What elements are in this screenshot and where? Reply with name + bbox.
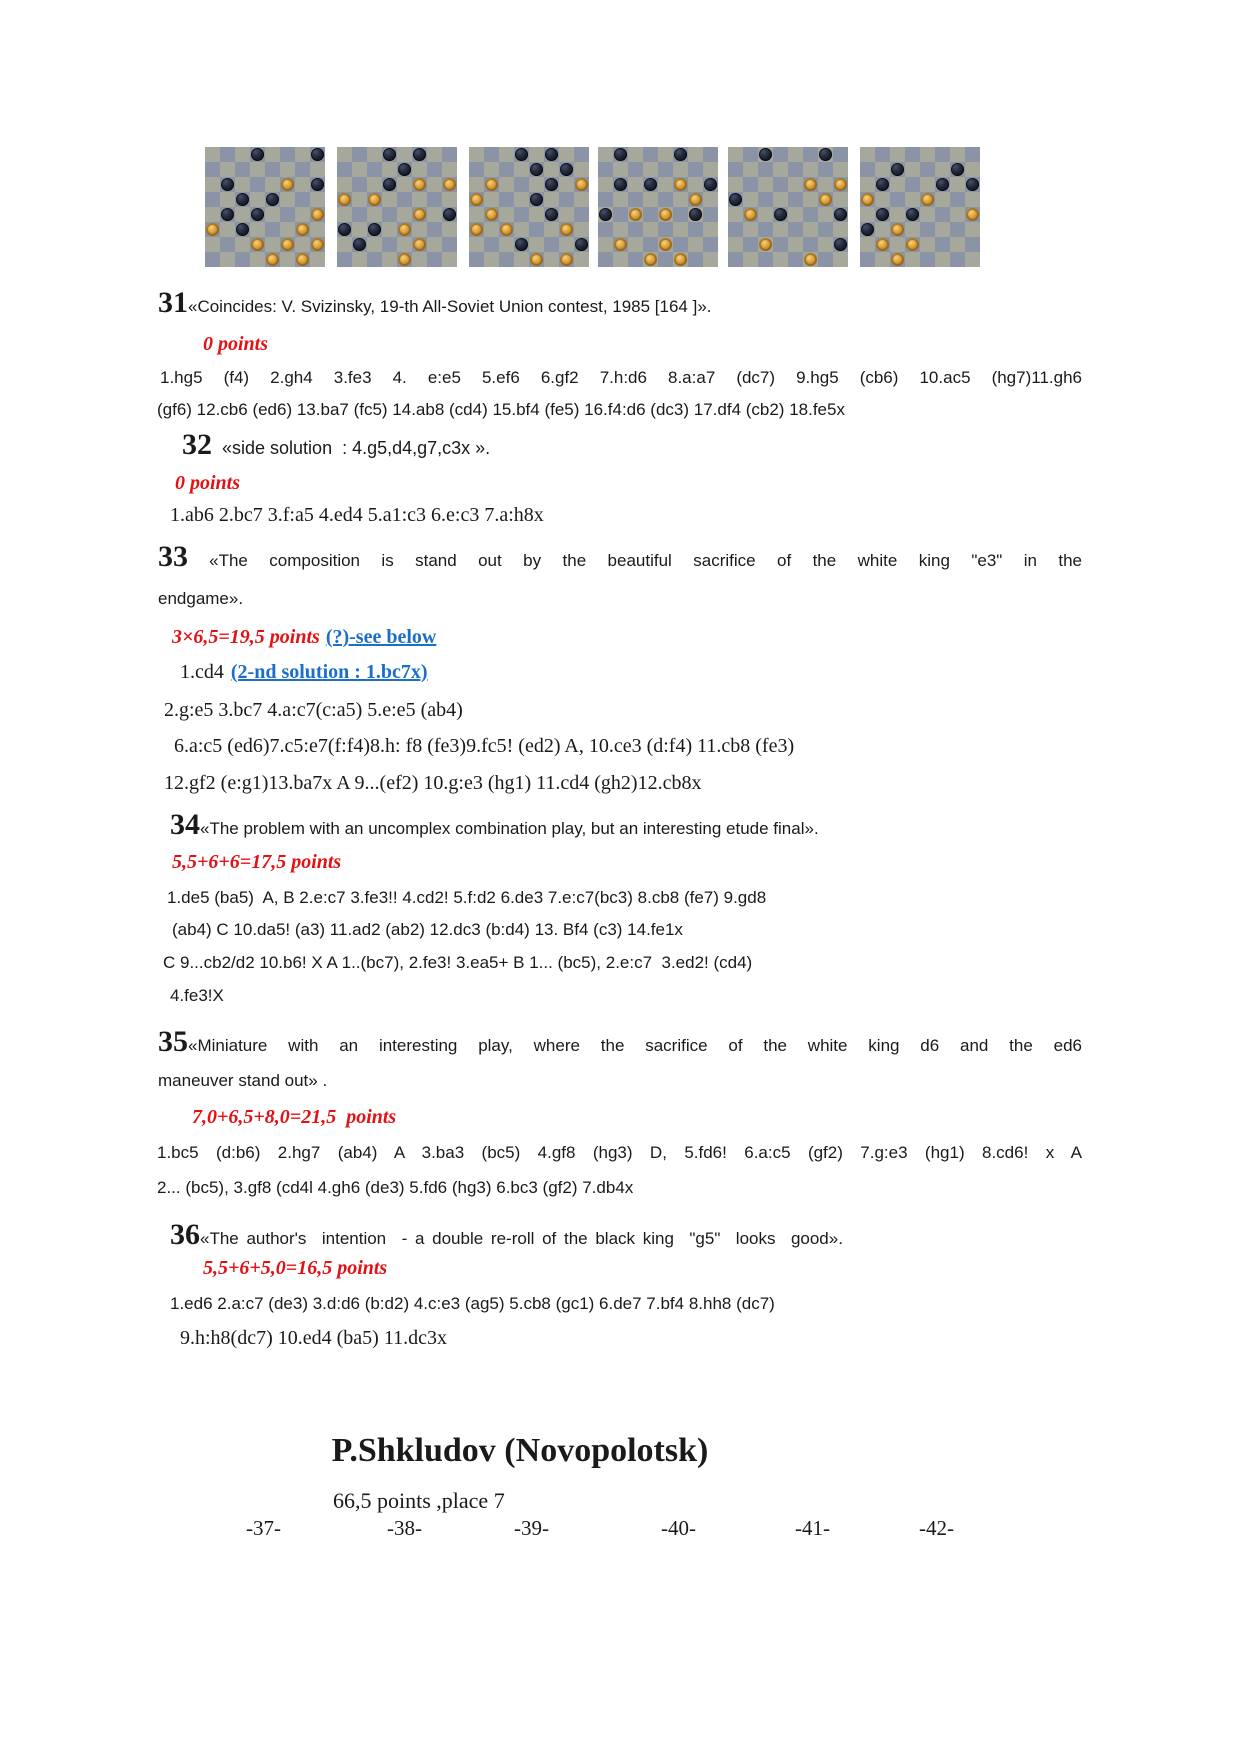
checker-piece-black [575, 238, 588, 251]
checker-piece-gold [861, 193, 874, 206]
checker-piece-gold [398, 253, 411, 266]
diagram-number: -38- [387, 1516, 422, 1540]
checkers-board-36 [860, 147, 980, 267]
checker-piece-gold [891, 253, 904, 266]
checker-piece-black [545, 148, 558, 161]
checker-piece-black [891, 163, 904, 176]
section-number: 34 [170, 808, 200, 841]
checker-piece-gold [819, 193, 832, 206]
checker-piece-gold [413, 238, 426, 251]
checker-piece-gold [413, 208, 426, 221]
checker-piece-black [774, 208, 787, 221]
checkers-board-33 [469, 147, 589, 267]
section-comment: «Coincides: V. Svizinsky, 19-th All-Soviet Union contest, 1985 [164 ]». [188, 297, 712, 316]
checker-piece-gold [804, 253, 817, 266]
moves-line: 9.h:h8(dc7) 10.ed4 (ba5) 11.dc3x [180, 1327, 447, 1349]
moves-line: 1.ed6 2.a:c7 (de3) 3.d:d6 (b:d2) 4.c:e3 (ag5) 5.cb8 (gc1) 6.de7 7.bf4 8.hh8 (dc7) [170, 1294, 775, 1313]
move-text: 1.cd4 [180, 661, 224, 683]
section-number: 36 [170, 1218, 200, 1251]
section-32-points: 0 points [175, 472, 241, 494]
section-35-heading [158, 1023, 1082, 1061]
checker-piece-gold [251, 238, 264, 251]
section-33-heading [158, 538, 1082, 576]
see-below-link[interactable]: (?)-see below [325, 626, 437, 648]
checker-piece-gold [311, 208, 324, 221]
points-value: 3×6,5=19,5 points [172, 626, 320, 648]
checker-piece-black [951, 163, 964, 176]
checker-piece-gold [281, 238, 294, 251]
checker-piece-gold [674, 253, 687, 266]
diagram-number-row [0, 1516, 1240, 1544]
checker-piece-gold [206, 223, 219, 236]
checker-piece-gold [500, 223, 513, 236]
checker-piece-black [443, 208, 456, 221]
checker-piece-black [644, 178, 657, 191]
checker-piece-gold [560, 253, 573, 266]
checker-piece-gold [659, 238, 672, 251]
diagram-number: -39- [514, 1516, 549, 1540]
checker-piece-gold [966, 208, 979, 221]
checker-piece-gold [296, 223, 309, 236]
checker-piece-black [704, 178, 717, 191]
checker-piece-black [398, 163, 411, 176]
score-place-line: 66,5 points ,place 7 [333, 1488, 505, 1513]
checker-piece-gold [659, 208, 672, 221]
checker-piece-black [236, 223, 249, 236]
section-number: 35 [158, 1025, 188, 1058]
checker-piece-black [545, 208, 558, 221]
diagram-number: -41- [795, 1516, 830, 1540]
checker-piece-gold [644, 253, 657, 266]
checker-piece-gold [614, 238, 627, 251]
checker-piece-black [413, 148, 426, 161]
checker-piece-black [819, 148, 832, 161]
checker-piece-black [515, 238, 528, 251]
checker-piece-black [266, 193, 279, 206]
section-36-heading [170, 1216, 843, 1254]
checker-piece-gold [744, 208, 757, 221]
checker-piece-gold [674, 178, 687, 191]
checker-piece-gold [689, 193, 702, 206]
checker-piece-black [560, 163, 573, 176]
checkers-board-34 [598, 147, 718, 267]
section-31-points: 0 points [203, 333, 269, 355]
checker-piece-black [368, 223, 381, 236]
checker-piece-gold [443, 178, 456, 191]
author-heading: P.Shkludov (Novopolotsk) [331, 1432, 709, 1469]
section-33-points [172, 625, 436, 650]
checker-piece-gold [311, 238, 324, 251]
checker-piece-black [674, 148, 687, 161]
checker-piece-gold [368, 193, 381, 206]
section-34-points: 5,5+6+6=17,5 points [172, 851, 342, 873]
moves-line: C 9...cb2/d2 10.b6! X A 1..(bc7), 2.fe3! 3.ea5+ B 1... (bc5), 2.e:c7 3.ed2! (cd4) [163, 953, 753, 972]
checker-piece-gold [266, 253, 279, 266]
section-comment: «The author's intention - a double re-roll of the black king "g5" looks good». [200, 1229, 843, 1248]
section-number: 32 [182, 428, 212, 461]
section-number: 31 [158, 286, 188, 319]
checker-piece-gold [485, 208, 498, 221]
checker-piece-black [515, 148, 528, 161]
checker-piece-gold [485, 178, 498, 191]
checker-piece-gold [560, 223, 573, 236]
section-35-heading-cont: maneuver stand out» . [158, 1071, 328, 1090]
checker-piece-black [530, 163, 543, 176]
section-comment: «side solution : 4.g5,d4,g7,c3x ». [222, 438, 491, 458]
checker-piece-black [906, 208, 919, 221]
section-34-heading [170, 806, 819, 844]
checker-piece-black [383, 148, 396, 161]
checker-piece-gold [530, 253, 543, 266]
moves-line: 6.a:c5 (ed6)7.c5:e7(f:f4)8.h: f8 (fe3)9.fc5! (ed2) A, 10.ce3 (d:f4) 11.cb8 (fe3) [174, 735, 795, 757]
checker-piece-gold [281, 178, 294, 191]
checker-piece-black [353, 238, 366, 251]
diagram-number: -37- [246, 1516, 281, 1540]
checker-piece-gold [759, 238, 772, 251]
checker-piece-gold [906, 238, 919, 251]
section-33-heading-cont: endgame». [158, 589, 244, 608]
checker-piece-gold [413, 178, 426, 191]
checker-piece-black [311, 148, 324, 161]
checker-piece-black [876, 208, 889, 221]
checker-piece-gold [876, 238, 889, 251]
moves-line [180, 660, 428, 685]
checker-piece-black [834, 238, 847, 251]
checkers-board-32 [337, 147, 457, 267]
moves-line: 2... (bc5), 3.gf8 (cd4l 4.gh6 (de3) 5.fd6 (hg3) 6.bc3 (gf2) 7.db4x [157, 1178, 634, 1197]
moves-line: 1.de5 (ba5) A, B 2.e:c7 3.fe3!! 4.cd2! 5.f:d2 6.de3 7.e:c7(bc3) 8.cb8 (fe7) 9.gd8 [167, 888, 767, 907]
checker-piece-black [338, 223, 351, 236]
checker-piece-black [729, 193, 742, 206]
checker-piece-black [383, 178, 396, 191]
checker-piece-black [251, 208, 264, 221]
checker-piece-black [236, 193, 249, 206]
section-comment: «Miniature with an interesting play, where the sacrifice of the white king d6 and the ed6 [188, 1036, 1082, 1055]
checker-piece-black [689, 208, 702, 221]
second-solution-link[interactable]: (2-nd solution : 1.bc7x) [230, 661, 428, 683]
checker-piece-gold [338, 193, 351, 206]
checker-piece-black [614, 148, 627, 161]
diagram-number: -42- [919, 1516, 954, 1540]
checker-piece-gold [296, 253, 309, 266]
checker-piece-black [861, 223, 874, 236]
checker-piece-gold [921, 193, 934, 206]
moves-line: (ab4) C 10.da5! (a3) 11.ad2 (ab2) 12.dc3 (b:d4) 13. Bf4 (c3) 14.fe1x [172, 920, 683, 939]
checker-piece-black [599, 208, 612, 221]
checker-piece-black [614, 178, 627, 191]
moves-line: 1.bc5 (d:b6) 2.hg7 (ab4) A 3.ba3 (bc5) 4.gf8 (hg3) D, 5.fd6! 6.a:c5 (gf2) 7.g:e3 (hg1) 8.cd6! x A [157, 1143, 1082, 1162]
moves-line: 12.gf2 (e:g1)13.ba7x A 9...(ef2) 10.g:e3 (hg1) 11.cd4 (gh2)12.cb8x [164, 772, 702, 794]
checker-piece-black [936, 178, 949, 191]
checker-piece-black [545, 178, 558, 191]
checker-piece-gold [470, 193, 483, 206]
moves-line: 2.g:e5 3.bc7 4.a:c7(c:a5) 5.e:e5 (ab4) [164, 699, 463, 721]
moves-line: 1.ab6 2.bc7 3.f:a5 4.ed4 5.a1:c3 6.e:c3 7.a:h8x [170, 504, 544, 526]
checker-piece-black [221, 178, 234, 191]
checkers-board-31 [205, 147, 325, 267]
checker-piece-gold [804, 178, 817, 191]
diagram-number: -40- [661, 1516, 696, 1540]
checker-piece-gold [575, 178, 588, 191]
checker-piece-gold [470, 223, 483, 236]
checker-piece-black [221, 208, 234, 221]
section-31-heading [158, 284, 712, 322]
checker-piece-gold [891, 223, 904, 236]
checker-piece-black [530, 193, 543, 206]
checker-piece-gold [629, 208, 642, 221]
checker-piece-gold [398, 223, 411, 236]
section-number: 33 [158, 540, 188, 573]
checker-piece-black [759, 148, 772, 161]
section-36-points: 5,5+6+5,0=16,5 points [203, 1257, 388, 1279]
section-35-points: 7,0+6,5+8,0=21,5 points [192, 1106, 397, 1128]
checker-piece-black [966, 178, 979, 191]
checkers-board-35 [728, 147, 848, 267]
checker-piece-black [311, 178, 324, 191]
section-comment: «The composition is stand out by the beautiful sacrifice of the white king "e3" in the [209, 551, 1082, 570]
checker-piece-black [251, 148, 264, 161]
checker-piece-black [876, 178, 889, 191]
section-comment: «The problem with an uncomplex combination play, but an interesting etude final». [200, 819, 819, 838]
moves-line: 4.fe3!X [170, 986, 224, 1005]
section-32-heading [182, 426, 490, 464]
checker-piece-black [834, 208, 847, 221]
moves-line: 1.hg5 (f4) 2.gh4 3.fe3 4. e:e5 5.ef6 6.gf2 7.h:d6 8.a:a7 (dc7) 9.hg5 (cb6) 10.ac5 (hg7)11.gh6 [160, 368, 1082, 387]
checker-piece-gold [834, 178, 847, 191]
moves-line: (gf6) 12.cb6 (ed6) 13.ba7 (fc5) 14.ab8 (cd4) 15.bf4 (fe5) 16.f4:d6 (dc3) 17.df4 (cb2) 18.fe5x [157, 400, 845, 419]
